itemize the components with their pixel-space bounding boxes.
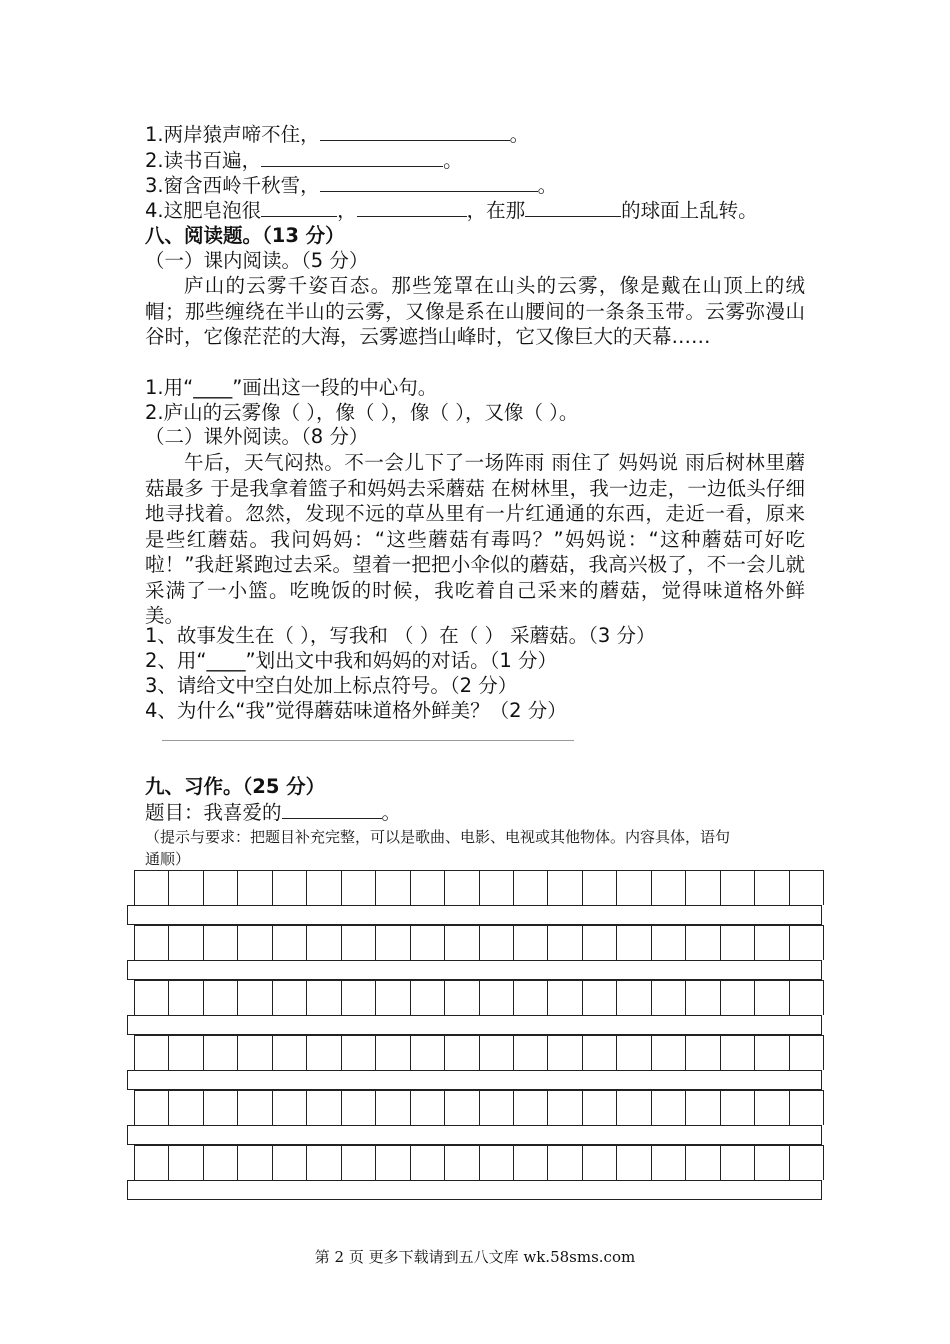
grid-cell[interactable] bbox=[583, 926, 617, 960]
grid-cell[interactable] bbox=[480, 1091, 514, 1125]
grid-cell[interactable] bbox=[755, 1146, 789, 1180]
grid-cell[interactable] bbox=[238, 981, 272, 1015]
grid-cell[interactable] bbox=[376, 1146, 410, 1180]
grid-cell[interactable] bbox=[721, 1091, 755, 1125]
grid-cell[interactable] bbox=[169, 1091, 203, 1125]
grid-cell[interactable] bbox=[617, 981, 651, 1015]
grid-cell[interactable] bbox=[273, 871, 307, 905]
grid-cell[interactable] bbox=[686, 981, 720, 1015]
grid-cell[interactable] bbox=[411, 981, 445, 1015]
grid-cell[interactable] bbox=[376, 871, 410, 905]
grid-cell[interactable] bbox=[445, 981, 479, 1015]
grid-row-gap bbox=[127, 1015, 822, 1035]
grid-row bbox=[134, 925, 824, 960]
grid-cell[interactable] bbox=[376, 981, 410, 1015]
grid-cell[interactable] bbox=[411, 1036, 445, 1070]
grid-cell[interactable] bbox=[617, 1091, 651, 1125]
answer-blank[interactable] bbox=[320, 173, 538, 192]
grid-cell[interactable] bbox=[617, 1146, 651, 1180]
grid-cell[interactable] bbox=[548, 926, 582, 960]
grid-cell[interactable] bbox=[342, 1091, 376, 1125]
fill-blank-q3: 3.窗含西岭千秋雪， 。 bbox=[145, 174, 558, 197]
grid-cell[interactable] bbox=[652, 981, 686, 1015]
grid-cell[interactable] bbox=[273, 1036, 307, 1070]
grid-cell[interactable] bbox=[445, 871, 479, 905]
section9-title: 九、习作。（25 分） bbox=[145, 775, 326, 798]
grid-cell[interactable] bbox=[652, 871, 686, 905]
grid-cell[interactable] bbox=[755, 871, 789, 905]
section9-hint-line1: （提示与要求：把题目补充完整，可以是歌曲、电影、电视或其他物体。内容具体，语句 bbox=[145, 828, 731, 846]
grid-cell[interactable] bbox=[307, 871, 341, 905]
grid-row-gap bbox=[127, 1125, 822, 1145]
grid-cell[interactable] bbox=[514, 1036, 548, 1070]
grid-cell[interactable] bbox=[480, 871, 514, 905]
grid-cell[interactable] bbox=[652, 926, 686, 960]
grid-cell[interactable] bbox=[342, 1146, 376, 1180]
grid-cell[interactable] bbox=[376, 1036, 410, 1070]
grid-cell[interactable] bbox=[238, 1146, 272, 1180]
grid-cell[interactable] bbox=[514, 926, 548, 960]
grid-cell[interactable] bbox=[445, 1036, 479, 1070]
grid-cell[interactable] bbox=[480, 1146, 514, 1180]
grid-cell[interactable] bbox=[583, 1146, 617, 1180]
grid-cell[interactable] bbox=[169, 1036, 203, 1070]
grid-cell[interactable] bbox=[135, 1036, 169, 1070]
grid-cell[interactable] bbox=[204, 1091, 238, 1125]
grid-cell[interactable] bbox=[238, 1091, 272, 1125]
grid-cell[interactable] bbox=[342, 1036, 376, 1070]
grid-cell[interactable] bbox=[169, 981, 203, 1015]
grid-cell[interactable] bbox=[411, 926, 445, 960]
grid-cell[interactable] bbox=[652, 1036, 686, 1070]
section8-part2-q3: 3、请给文中空白处加上标点符号。（2 分） bbox=[145, 674, 518, 697]
grid-cell[interactable] bbox=[135, 1091, 169, 1125]
section8-part2-q1: 1、故事发生在（ ），写我和 （ ）在（ ） 采蘑菇。（3 分） bbox=[145, 624, 656, 647]
grid-row bbox=[134, 1145, 824, 1180]
grid-cell[interactable] bbox=[238, 871, 272, 905]
grid-cell[interactable] bbox=[376, 1091, 410, 1125]
grid-cell[interactable] bbox=[238, 926, 272, 960]
grid-row bbox=[134, 1035, 824, 1070]
section8-part1-heading: （一）课内阅读。（5 分） bbox=[145, 249, 369, 272]
grid-cell[interactable] bbox=[307, 926, 341, 960]
section8-part2-passage: 午后，天气闷热。不一会儿下了一场阵雨 雨住了 妈妈说 雨后树林里蘑菇最多 于是我拿着篮子和妈妈去采蘑菇 在树林里，我一边走，一边低头仔细地寻找着。忽然，发现不远的草丛里有一片红通通的东西，走近一看，原来是些红蘑菇。我问妈妈：“这些蘑菇有毒吗？”妈妈说：“这种蘑菇可好吃啦！”我赶紧跑过去采。望着一把把小伞似的蘑菇，我高兴极了，不一会儿就采满了一小篮。吃晚饭的时候，我吃着自己采来的蘑菇，觉得味道格外鲜美。 bbox=[145, 451, 805, 627]
grid-cell[interactable] bbox=[755, 1091, 789, 1125]
grid-cell[interactable] bbox=[686, 871, 720, 905]
section9-topic: 题目：我喜爱的 。 bbox=[145, 801, 402, 824]
answer-blank[interactable] bbox=[320, 122, 510, 141]
grid-cell[interactable] bbox=[376, 926, 410, 960]
grid-cell[interactable] bbox=[135, 926, 169, 960]
grid-cell[interactable] bbox=[342, 981, 376, 1015]
grid-cell[interactable] bbox=[721, 926, 755, 960]
grid-cell[interactable] bbox=[755, 981, 789, 1015]
grid-cell[interactable] bbox=[548, 1091, 582, 1125]
section8-part1-passage: 庐山的云雾千姿百态。那些笼罩在山头的云雾，像是戴在山顶上的绒帽；那些缠绕在半山的云雾，又像是系在山腰间的一条条玉带。云雾弥漫山谷时，它像茫茫的大海，云雾遮挡山峰时，它又像巨大的天幕…… bbox=[145, 274, 805, 348]
grid-cell[interactable] bbox=[342, 871, 376, 905]
grid-cell[interactable] bbox=[583, 1091, 617, 1125]
grid-cell[interactable] bbox=[480, 926, 514, 960]
grid-cell[interactable] bbox=[204, 1146, 238, 1180]
grid-cell[interactable] bbox=[514, 1091, 548, 1125]
grid-cell[interactable] bbox=[617, 871, 651, 905]
grid-cell[interactable] bbox=[652, 1091, 686, 1125]
grid-cell[interactable] bbox=[480, 981, 514, 1015]
grid-cell[interactable] bbox=[204, 1036, 238, 1070]
grid-cell[interactable] bbox=[686, 1146, 720, 1180]
grid-cell[interactable] bbox=[204, 871, 238, 905]
grid-cell[interactable] bbox=[790, 981, 823, 1015]
grid-cell[interactable] bbox=[548, 1036, 582, 1070]
grid-cell[interactable] bbox=[445, 1146, 479, 1180]
grid-cell[interactable] bbox=[411, 871, 445, 905]
answer-blank[interactable] bbox=[525, 198, 621, 217]
grid-cell[interactable] bbox=[135, 1146, 169, 1180]
grid-cell[interactable] bbox=[652, 1146, 686, 1180]
section8-part2-heading: （二）课外阅读。（8 分） bbox=[145, 425, 369, 448]
grid-cell[interactable] bbox=[686, 1091, 720, 1125]
grid-cell[interactable] bbox=[273, 981, 307, 1015]
grid-cell[interactable] bbox=[686, 926, 720, 960]
grid-cell[interactable] bbox=[721, 871, 755, 905]
grid-cell[interactable] bbox=[204, 926, 238, 960]
fill-blank-q4: 4.这肥皂泡很 ， ，在那 的球面上乱转。 bbox=[145, 199, 758, 222]
page-footer: 第 2 页 更多下载请到五八文库 wk.58sms.com bbox=[314, 1248, 636, 1266]
grid-cell[interactable] bbox=[514, 871, 548, 905]
answer-blank[interactable] bbox=[261, 198, 337, 217]
section9-hint-line2: 通顺） bbox=[145, 850, 191, 868]
grid-row-gap bbox=[127, 1180, 822, 1200]
grid-cell[interactable] bbox=[721, 1036, 755, 1070]
grid-cell[interactable] bbox=[514, 1146, 548, 1180]
answer-blank[interactable] bbox=[357, 198, 467, 217]
grid-cell[interactable] bbox=[445, 1091, 479, 1125]
grid-cell[interactable] bbox=[273, 926, 307, 960]
grid-cell[interactable] bbox=[514, 981, 548, 1015]
section8-part2-q2: 2、用“____”划出文中我和妈妈的对话。（1 分） bbox=[145, 649, 557, 672]
grid-cell[interactable] bbox=[342, 926, 376, 960]
grid-cell[interactable] bbox=[169, 926, 203, 960]
grid-cell[interactable] bbox=[411, 1091, 445, 1125]
grid-cell[interactable] bbox=[238, 1036, 272, 1070]
section8-part1-q1: 1.用“____”画出这一段的中心句。 bbox=[145, 376, 438, 399]
grid-cell[interactable] bbox=[721, 981, 755, 1015]
grid-cell[interactable] bbox=[273, 1091, 307, 1125]
grid-cell[interactable] bbox=[583, 871, 617, 905]
fill-blank-q2: 2.读书百遍， 。 bbox=[145, 149, 463, 172]
composition-grid[interactable] bbox=[127, 870, 822, 1200]
grid-row bbox=[134, 980, 824, 1015]
grid-cell[interactable] bbox=[686, 1036, 720, 1070]
topic-blank[interactable] bbox=[282, 800, 382, 819]
grid-cell[interactable] bbox=[169, 1146, 203, 1180]
grid-row-gap bbox=[127, 905, 822, 925]
grid-cell[interactable] bbox=[617, 926, 651, 960]
grid-cell[interactable] bbox=[307, 1036, 341, 1070]
grid-cell[interactable] bbox=[548, 1146, 582, 1180]
grid-cell[interactable] bbox=[548, 871, 582, 905]
grid-cell[interactable] bbox=[480, 1036, 514, 1070]
grid-cell[interactable] bbox=[790, 1036, 823, 1070]
grid-cell[interactable] bbox=[307, 1091, 341, 1125]
grid-cell[interactable] bbox=[204, 981, 238, 1015]
grid-row-gap bbox=[127, 960, 822, 980]
grid-cell[interactable] bbox=[583, 1036, 617, 1070]
grid-cell[interactable] bbox=[135, 981, 169, 1015]
section8-part2-q4: 4、为什么“我”觉得蘑菇味道格外鲜美？（2 分） bbox=[145, 699, 567, 722]
grid-cell[interactable] bbox=[790, 1091, 823, 1125]
answer-blank[interactable] bbox=[261, 148, 443, 167]
grid-row bbox=[134, 1090, 824, 1125]
grid-cell[interactable] bbox=[445, 926, 479, 960]
grid-cell[interactable] bbox=[307, 1146, 341, 1180]
section8-title: 八、阅读题。（13 分） bbox=[145, 224, 345, 247]
grid-cell[interactable] bbox=[755, 1036, 789, 1070]
grid-cell[interactable] bbox=[790, 1146, 823, 1180]
grid-cell[interactable] bbox=[617, 1036, 651, 1070]
grid-cell[interactable] bbox=[273, 1146, 307, 1180]
grid-cell[interactable] bbox=[583, 981, 617, 1015]
answer-line[interactable] bbox=[162, 740, 574, 741]
grid-cell[interactable] bbox=[135, 871, 169, 905]
grid-cell[interactable] bbox=[307, 981, 341, 1015]
fill-blank-q1: 1.两岸猿声啼不住， 。 bbox=[145, 123, 530, 146]
grid-cell[interactable] bbox=[790, 871, 823, 905]
grid-cell[interactable] bbox=[755, 926, 789, 960]
section8-part1-q2: 2.庐山的云雾像（ ），像（ ），像（ ），又像（ ）。 bbox=[145, 401, 579, 424]
grid-cell[interactable] bbox=[169, 871, 203, 905]
grid-row-gap bbox=[127, 1070, 822, 1090]
grid-row bbox=[134, 870, 824, 905]
grid-cell[interactable] bbox=[721, 1146, 755, 1180]
grid-cell[interactable] bbox=[411, 1146, 445, 1180]
grid-cell[interactable] bbox=[548, 981, 582, 1015]
grid-cell[interactable] bbox=[790, 926, 823, 960]
